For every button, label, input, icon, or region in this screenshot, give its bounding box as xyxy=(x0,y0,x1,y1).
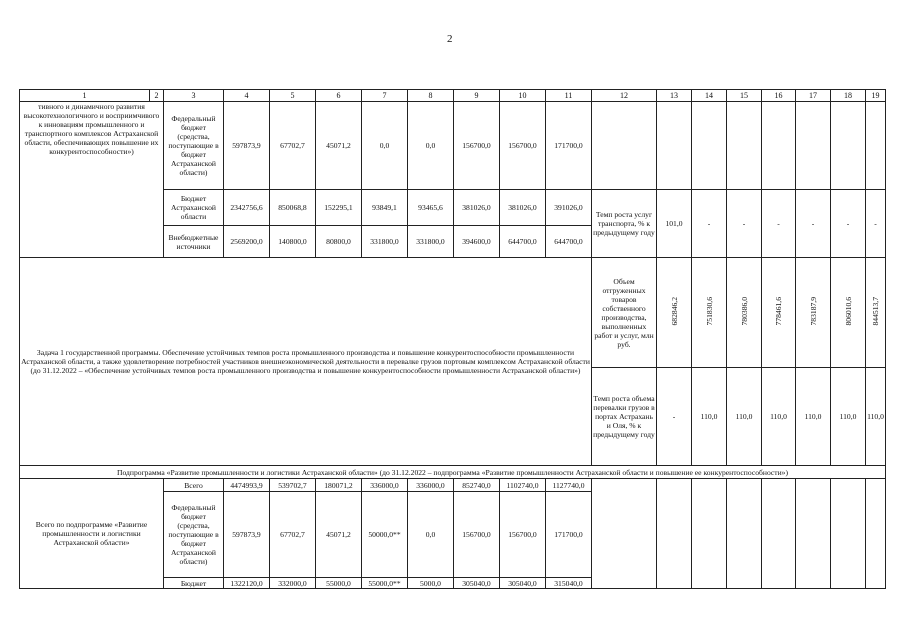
table-row xyxy=(20,258,886,368)
page-number: 2 xyxy=(447,33,453,45)
indicator-value: 110,0 xyxy=(831,368,866,466)
indicator-value: 110,0 xyxy=(727,368,762,466)
indicator-value: - xyxy=(692,190,727,258)
empty-cell xyxy=(796,479,831,589)
indicator-name: Темп роста объема перевалки грузов в портах Астрахань и Оля, % к предыдущему году xyxy=(592,368,657,466)
empty-cell xyxy=(796,102,831,190)
value-cell: 381026,0 xyxy=(454,190,500,226)
empty-cell xyxy=(831,102,866,190)
value-cell: 539702,7 xyxy=(270,479,316,492)
value-cell: 0,0 xyxy=(408,492,454,578)
col-header: 5 xyxy=(270,90,316,102)
col-header: 7 xyxy=(362,90,408,102)
value-cell: 55000,0 xyxy=(316,578,362,589)
col-header: 8 xyxy=(408,90,454,102)
value-cell: 67702,7 xyxy=(270,492,316,578)
empty-cell xyxy=(592,102,657,190)
col-header: 13 xyxy=(657,90,692,102)
table-row xyxy=(20,466,886,479)
empty-cell xyxy=(657,102,692,190)
value-cell: 0,0 xyxy=(362,102,408,190)
value-cell: 152295,1 xyxy=(316,190,362,226)
value-cell: 305040,0 xyxy=(500,578,546,589)
empty-cell xyxy=(762,102,796,190)
indicator-value-text: 682846,2 xyxy=(669,297,679,326)
funding-source: Внебюджетные источники xyxy=(164,226,224,258)
empty-cell xyxy=(866,102,886,190)
value-cell: 1102740,0 xyxy=(500,479,546,492)
indicator-value xyxy=(831,258,866,368)
value-cell: 156700,0 xyxy=(500,492,546,578)
indicator-value-text: 806010,6 xyxy=(843,297,853,326)
indicator-value: 101,0 xyxy=(657,190,692,258)
funding-source: Федеральный бюджет (средства, поступающие в бюджет Астраханской области) xyxy=(164,492,224,578)
value-cell: 171700,0 xyxy=(546,492,592,578)
value-cell: 381026,0 xyxy=(500,190,546,226)
empty-cell xyxy=(727,102,762,190)
subprogram-total-title: Всего по подпрограмме «Развитие промышленности и логистики Астраханской области» xyxy=(20,479,164,589)
column-number-row xyxy=(20,90,886,102)
funding-source: Всего xyxy=(164,479,224,492)
value-cell: 93465,6 xyxy=(408,190,454,226)
col-header: 17 xyxy=(796,90,831,102)
value-cell: 336000,0 xyxy=(362,479,408,492)
value-cell: 156700,0 xyxy=(454,102,500,190)
value-cell: 305040,0 xyxy=(454,578,500,589)
event-title: тивного и динамичного развития высокотехнологичного и восприимчивого к инновациям промышленного и транспортного комплексов Астраханской области, обеспечивающих повышение их конкурентоспособности») xyxy=(20,102,164,258)
col-header: 18 xyxy=(831,90,866,102)
col-header: 12 xyxy=(592,90,657,102)
value-cell: 67702,7 xyxy=(270,102,316,190)
indicator-value: 110,0 xyxy=(762,368,796,466)
value-cell: 336000,0 xyxy=(408,479,454,492)
col-header: 11 xyxy=(546,90,592,102)
indicator-value xyxy=(866,258,886,368)
task-description: Задача 1 государственной программы. Обеспечение устойчивых темпов роста промышленного производства и повышение конкурентоспособности промышленности Астраханской области, а также удовлетворение потребностей участников внешнеэкономической деятельности в перевалке грузов портовым комплексом Астраханской области (до 31.12.2022 – «Обеспечение устойчивых темпов роста промышленного производства и повышение конкурентоспособности промышленности Астраханской области») xyxy=(20,258,592,466)
value-cell: 315040,0 xyxy=(546,578,592,589)
funding-source: Бюджет xyxy=(164,578,224,589)
funding-source: Бюджет Астраханской области xyxy=(164,190,224,226)
value-cell: 597873,9 xyxy=(224,492,270,578)
value-cell: 331800,0 xyxy=(408,226,454,258)
indicator-value: - xyxy=(831,190,866,258)
value-cell: 331800,0 xyxy=(362,226,408,258)
indicator-name: Темп роста услуг транспорта, % к предыдущему году xyxy=(592,190,657,258)
empty-cell xyxy=(592,479,657,589)
indicator-value: - xyxy=(727,190,762,258)
indicator-value: - xyxy=(866,190,886,258)
value-cell: 394600,0 xyxy=(454,226,500,258)
indicator-value xyxy=(762,258,796,368)
value-cell: 156700,0 xyxy=(500,102,546,190)
value-cell: 332000,0 xyxy=(270,578,316,589)
value-cell: 1322120,0 xyxy=(224,578,270,589)
subprogram-title: Подпрограмма «Развитие промышленности и логистики Астраханской области» (до 31.12.2022 – подпрограмма «Развитие промышленности Астраханской области и повышение ее конкурентоспособности») xyxy=(20,466,886,479)
indicator-value-text: 751830,6 xyxy=(704,297,714,326)
col-header: 1 xyxy=(20,90,150,102)
empty-cell xyxy=(831,479,866,589)
indicator-value: 110,0 xyxy=(796,368,831,466)
value-cell: 644700,0 xyxy=(500,226,546,258)
value-cell: 1127740,0 xyxy=(546,479,592,492)
col-header: 3 xyxy=(164,90,224,102)
indicator-value xyxy=(692,258,727,368)
value-cell: 156700,0 xyxy=(454,492,500,578)
value-cell: 171700,0 xyxy=(546,102,592,190)
value-cell: 2569200,0 xyxy=(224,226,270,258)
funding-source: Федеральный бюджет (средства, поступающие в бюджет Астраханской области) xyxy=(164,102,224,190)
col-header: 15 xyxy=(727,90,762,102)
value-cell: 50000,0** xyxy=(362,492,408,578)
empty-cell xyxy=(866,479,886,589)
col-header: 4 xyxy=(224,90,270,102)
empty-cell xyxy=(657,479,692,589)
empty-cell xyxy=(762,479,796,589)
table-row xyxy=(20,102,886,190)
indicator-value: 110,0 xyxy=(692,368,727,466)
value-cell: 0,0 xyxy=(408,102,454,190)
value-cell: 5000,0 xyxy=(408,578,454,589)
value-cell: 4474993,9 xyxy=(224,479,270,492)
col-header: 6 xyxy=(316,90,362,102)
value-cell: 180071,2 xyxy=(316,479,362,492)
program-table xyxy=(19,89,886,589)
indicator-value-text: 844513,7 xyxy=(871,297,880,326)
indicator-value xyxy=(727,258,762,368)
value-cell: 850068,8 xyxy=(270,190,316,226)
col-header: 2 xyxy=(150,90,164,102)
col-header: 10 xyxy=(500,90,546,102)
table-row xyxy=(20,479,886,492)
value-cell: 644700,0 xyxy=(546,226,592,258)
value-cell: 852740,0 xyxy=(454,479,500,492)
empty-cell xyxy=(692,102,727,190)
value-cell: 80800,0 xyxy=(316,226,362,258)
indicator-value-text: 783187,9 xyxy=(808,297,818,326)
value-cell: 45071,2 xyxy=(316,492,362,578)
col-header: 16 xyxy=(762,90,796,102)
indicator-value: 110,0 xyxy=(866,368,886,466)
indicator-name: Объем отгруженных товаров собственного производства, выполненных работ и услуг, млн руб. xyxy=(592,258,657,368)
value-cell: 140800,0 xyxy=(270,226,316,258)
indicator-value xyxy=(796,258,831,368)
indicator-value: - xyxy=(796,190,831,258)
value-cell: 391026,0 xyxy=(546,190,592,226)
col-header: 19 xyxy=(866,90,886,102)
value-cell: 2342756,6 xyxy=(224,190,270,226)
indicator-value xyxy=(657,258,692,368)
indicator-value: - xyxy=(762,190,796,258)
indicator-value-text: 778461,6 xyxy=(774,297,783,326)
value-cell: 55000,0** xyxy=(362,578,408,589)
col-header: 9 xyxy=(454,90,500,102)
value-cell: 93849,1 xyxy=(362,190,408,226)
value-cell: 45071,2 xyxy=(316,102,362,190)
empty-cell xyxy=(727,479,762,589)
indicator-value-text: 780386,0 xyxy=(739,297,749,326)
value-cell: 597873,9 xyxy=(224,102,270,190)
empty-cell xyxy=(692,479,727,589)
indicator-value: - xyxy=(657,368,692,466)
col-header: 14 xyxy=(692,90,727,102)
